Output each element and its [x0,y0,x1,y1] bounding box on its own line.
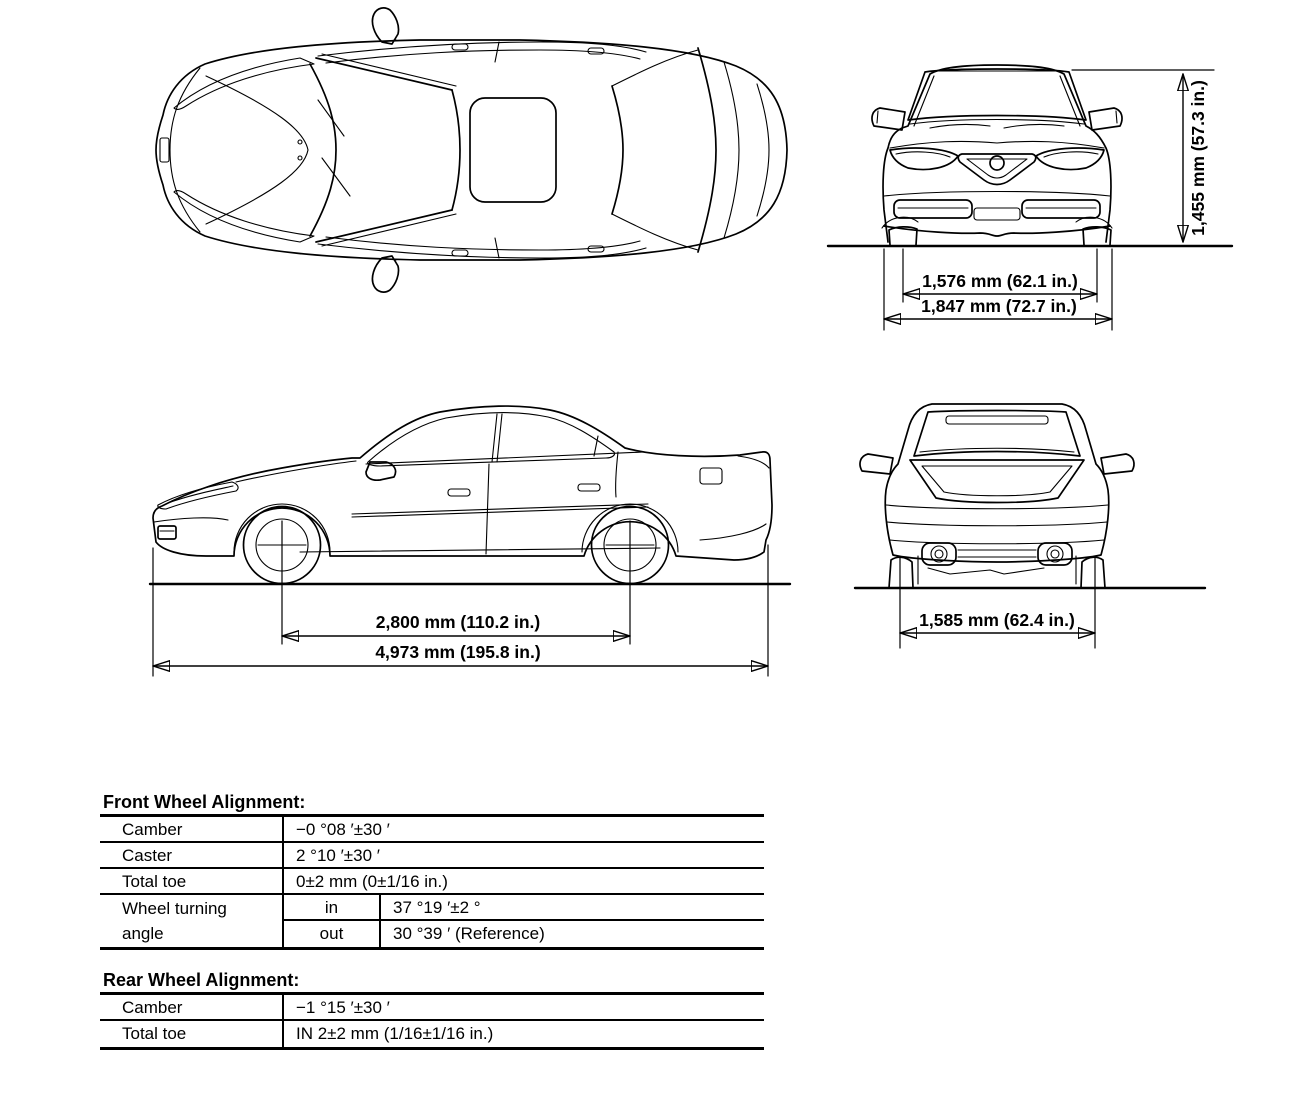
front-track-dimension [903,249,1097,302]
front-emblem [990,156,1004,170]
rear-alignment-title: Rear Wheel Alignment: [103,970,300,990]
front-camber-label: Camber [100,817,284,843]
wheel-turning-in-label: in [284,895,381,921]
front-alignment-title: Front Wheel Alignment: [103,792,306,812]
wheel-turning-label-line1: Wheel turning [122,899,227,918]
front-alignment-table [100,814,764,950]
side-wheelbase-dimension [282,521,630,644]
wheel-turning-in-value: 37 °19 ′±2 ° [381,895,764,921]
rear-track-dimension [900,558,1095,648]
length-label: 4,973 mm (195.8 in.) [375,642,541,662]
wheelbase-label: 2,800 mm (110.2 in.) [375,612,541,632]
front-caster-value: 2 °10 ′±30 ′ [284,843,764,869]
front-camber-value: −0 °08 ′±30 ′ [284,817,764,843]
wheel-turning-out-value: 30 °39 ′ (Reference) [393,924,545,943]
car-top-view [156,8,787,292]
front-total-toe-label: Total toe [100,869,284,895]
rear-track-label: 1,585 mm (62.4 in.) [919,610,1075,630]
rear-camber-label: Camber [100,995,284,1021]
front-view-mirror-right [1089,108,1122,130]
rear-view-mirror-left [860,454,893,474]
front-width-label: 1,847 mm (72.7 in.) [921,296,1077,316]
wheel-turning-angle-label [100,895,284,947]
front-total-toe-value: 0±2 mm (0±1/16 in.) [284,869,764,895]
front-track-label: 1,576 mm (62.1 in.) [922,271,1078,291]
car-rear-view [855,404,1205,648]
top-view-mirror-left [372,8,398,44]
wheel-turning-label-line2: angle [122,924,164,943]
rear-total-toe-value: IN 2±2 mm (1/16±1/16 in.) [296,1024,494,1043]
height-dimension-label: 1,455 mm (57.3 in.) [1188,80,1208,236]
car-side-view [150,406,790,676]
front-view-grille [958,154,1035,185]
wheel-turning-out-label: out [284,921,381,947]
front-caster-label: Caster [100,843,284,869]
side-length-dimension [153,545,768,676]
rear-alignment-table [100,992,764,1050]
top-view-mirror-right [372,256,398,292]
rear-total-toe-label: Total toe [100,1021,284,1047]
car-front-view [828,65,1232,330]
rear-view-mirror-right [1101,454,1134,474]
front-height-dimension [1072,70,1214,242]
front-view-mirror-left [872,108,905,130]
rear-camber-value: −1 °15 ′±30 ′ [284,995,764,1021]
